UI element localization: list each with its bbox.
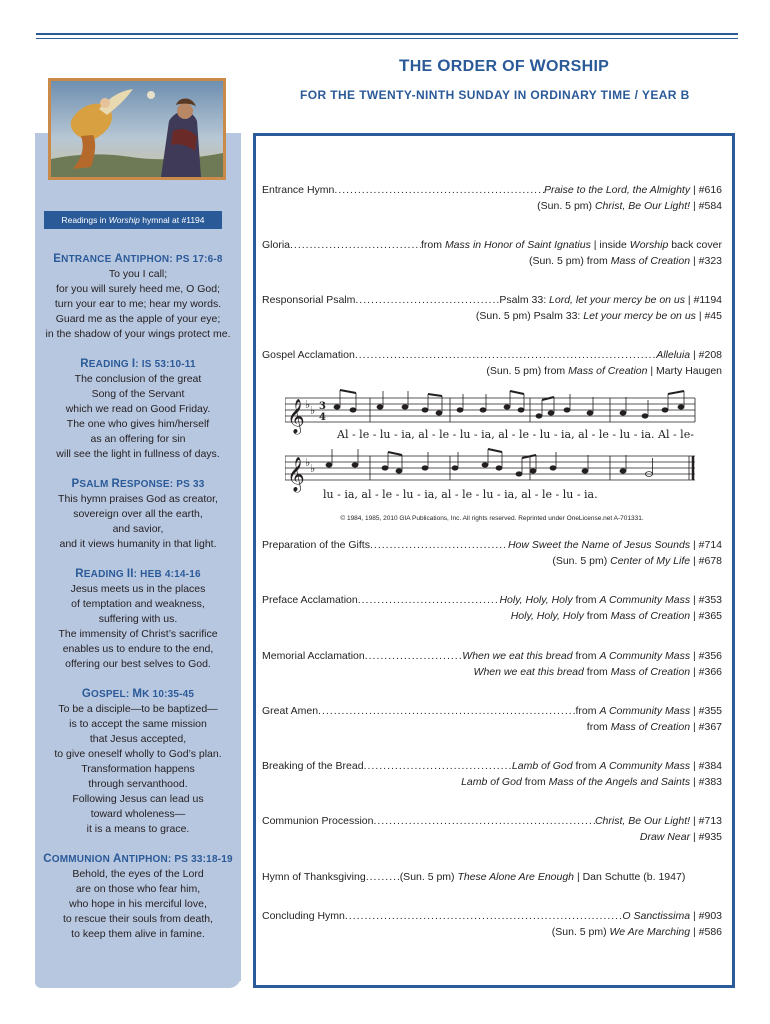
entrance-antiphon-section: [35, 252, 241, 342]
entry-label: Breaking of the Bread: [262, 760, 364, 772]
entry-value: Christ, Be Our Light! | #713: [594, 815, 722, 827]
alleluia-music-notation: [285, 386, 705, 506]
entry-alt: from Mass of Creation | #367: [586, 721, 722, 733]
top-rule: [36, 33, 738, 35]
psalm-response-section: [35, 477, 241, 552]
entry-alt: (Sun. 5 pm) Psalm 33: Let your mercy be on us | #45: [475, 310, 722, 322]
flat-icon: ♭: [310, 404, 316, 417]
section-line: is to accept the same mission: [69, 718, 207, 730]
entry-alt: (Sun. 5 pm) Christ, Be Our Light! | #584: [537, 200, 722, 212]
section-line: as an offering for sin: [90, 433, 186, 445]
concluding-hymn-entry: [262, 908, 722, 940]
page-title-block: [300, 56, 740, 102]
entry-alt: (Sun. 5 pm) from Mass of Creation | #323: [529, 255, 722, 267]
section-heading: READING II: HEB 4:14-16: [75, 568, 201, 580]
section-line: which we read on Good Friday.: [65, 403, 211, 415]
music-system-1: [285, 398, 695, 422]
entry-label: Communion Procession: [262, 815, 374, 827]
section-line: To be a disciple—to be baptized—: [58, 703, 218, 715]
preparation-gifts-entry: [262, 537, 722, 569]
entry-label: Memorial Acclamation: [262, 650, 365, 662]
leader-dots: [355, 347, 656, 363]
treble-clef-icon: 𝄞: [287, 399, 305, 434]
section-line: that Jesus accepted,: [89, 733, 187, 745]
entry-value: Lamb of God from A Community Mass | #384: [511, 760, 722, 772]
entry-label: Preparation of the Gifts: [262, 539, 370, 551]
entry-value: from Mass in Honor of Saint Ignatius | inside Worship back cover: [421, 239, 722, 251]
annunciation-painting: [51, 81, 223, 177]
entry-value: from A Community Mass | #355: [575, 705, 722, 717]
entry-value: How Sweet the Name of Jesus Sounds | #714: [507, 539, 722, 551]
preface-acclamation-entry: [262, 592, 722, 624]
entry-value: Praise to the Lord, the Almighty | #616: [543, 184, 722, 196]
flat-icon: ♭: [305, 456, 311, 469]
section-line: and it views humanity in that light.: [59, 538, 217, 550]
section-line: to keep them alive in famine.: [71, 928, 205, 940]
section-line: in the shadow of your wings protect me.: [45, 328, 231, 340]
svg-text:3: 3: [319, 401, 326, 412]
section-line: of temptation and weakness,: [71, 598, 205, 610]
artwork-image: [48, 78, 226, 180]
great-amen-entry: [262, 703, 722, 735]
section-line: The one who gives him/herself: [66, 418, 210, 430]
entry-label: Great Amen: [262, 705, 319, 717]
leader-dots: [364, 758, 512, 774]
entry-alt: Draw Near | #935: [639, 831, 722, 843]
entry-alt: (Sun. 5 pm) We Are Marching | #586: [551, 926, 722, 938]
readings-badge: Readings in Worship hymnal at #1194: [44, 211, 222, 229]
section-line: sovereign over all the earth,: [73, 508, 203, 520]
entry-alt: (Sun. 5 pm) from Mass of Creation | Marty Haugen: [486, 365, 722, 377]
leader-dots: [290, 237, 421, 253]
section-line: Following Jesus can lead us: [72, 793, 204, 805]
top-rule-thin: [36, 38, 738, 39]
leader-dots: [318, 703, 575, 719]
section-line: and savior,: [112, 523, 164, 535]
flat-icon: ♭: [305, 398, 311, 411]
section-line: will see the light in fullness of days.: [56, 448, 220, 460]
section-line: Guard me as the apple of your eye;: [55, 313, 221, 325]
section-line: to rescue their souls from death,: [63, 913, 213, 925]
entry-label: Gospel Acclamation: [262, 349, 355, 361]
entry-label: Hymn of Thanksgiving: [262, 871, 366, 883]
entry-label: Responsorial Psalm: [262, 294, 356, 306]
leader-dots: [345, 908, 623, 924]
section-line: for you will surely heed me, O God;: [56, 283, 220, 295]
entry-value: Alleluia | #208: [656, 349, 722, 361]
section-line: This hymn praises God as creator,: [58, 493, 218, 505]
section-line: enables us to endure to the end,: [62, 643, 214, 655]
treble-clef-icon: 𝄞: [287, 457, 305, 492]
reading-2-section: [35, 567, 241, 672]
section-line: offering our best selves to God.: [65, 658, 211, 670]
entry-value: When we eat this bread from A Community Mass | #356: [462, 650, 722, 662]
lyrics-line-1: Al - le - lu - ia, al - le - lu - ia, al - le - lu - ia, al - le - lu - ia. Al - le-: [337, 428, 694, 441]
section-heading: PSALM RESPONSE: PS 33: [71, 478, 205, 490]
entry-value: Psalm 33: Lord, let your mercy be on us | #1194: [499, 294, 722, 306]
page-subtitle: FOR THE TWENTY-NINTH SUNDAY IN ORDINARY TIME / YEAR B: [300, 88, 690, 102]
section-line: turn your ear to me; hear my words.: [54, 298, 222, 310]
section-line: The conclusion of the great: [74, 373, 202, 385]
entrance-hymn-entry: [262, 182, 722, 214]
gospel-section: [35, 687, 241, 837]
section-line: To you I call;: [108, 268, 168, 280]
gloria-entry: [262, 237, 722, 269]
section-line: Song of the Servant: [91, 388, 185, 400]
leader-dots: [358, 592, 500, 608]
entry-alt: Lamb of God from Mass of the Angels and Saints | #383: [461, 776, 722, 788]
section-heading: COMMUNION ANTIPHON: PS 33:18-19: [43, 853, 233, 865]
leader-dots: [365, 648, 463, 664]
section-line: Jesus meets us in the places: [70, 583, 206, 595]
section-line: Transformation happens: [81, 763, 195, 775]
entry-label: Preface Acclamation: [262, 594, 358, 606]
entry-alt: Holy, Holy, Holy from Mass of Creation | #365: [510, 610, 722, 622]
leader-dots: [334, 182, 544, 198]
readings-list: [35, 252, 241, 957]
leader-dots: [355, 292, 499, 308]
sidebar-curl: [35, 976, 241, 988]
section-line: it is a means to grace.: [86, 823, 190, 835]
flat-icon: ♭: [310, 462, 316, 475]
reading-1-section: [35, 357, 241, 462]
notes-system-2: [326, 449, 653, 476]
entry-alt: When we eat this bread from Mass of Creation | #366: [473, 666, 722, 678]
section-line: through servanthood.: [88, 778, 188, 790]
entry-alt: (Sun. 5 pm) Center of My Life | #678: [552, 555, 722, 567]
section-line: toward wholeness—: [90, 808, 186, 820]
music-system-2: [285, 456, 695, 480]
section-line: who hope in his merciful love,: [69, 898, 207, 910]
breaking-bread-entry: [262, 758, 722, 790]
copyright-notice: © 1984, 1985, 2010 GIA Publications, Inc. All rights reserved. Reprinted under OneLicense.net A-701331.: [340, 515, 644, 522]
music-staff-svg: [285, 386, 705, 511]
hymn-thanksgiving-entry: [262, 869, 722, 885]
entry-value: Holy, Holy, Holy from A Community Mass | #353: [499, 594, 722, 606]
responsorial-psalm-entry: [262, 292, 722, 324]
section-line: to give oneself wholly to God’s plan.: [54, 748, 222, 760]
entry-label: Entrance Hymn: [262, 184, 335, 196]
leader-dots: [370, 537, 508, 553]
gospel-acclamation-entry: [262, 347, 722, 379]
communion-antiphon-section: [35, 852, 241, 942]
section-heading: ENTRANCE ANTIPHON: PS 17:6-8: [53, 253, 223, 265]
entry-label: Gloria: [262, 239, 291, 251]
entry-value: O Sanctissima | #903: [622, 910, 722, 922]
section-heading: READING I: IS 53:10-11: [80, 358, 196, 370]
section-line: suffering with us.: [98, 613, 178, 625]
section-line: are on those who fear him,: [75, 883, 201, 895]
entry-value: (Sun. 5 pm) These Alone Are Enough | Dan Schutte (b. 1947): [399, 871, 686, 883]
svg-text:4: 4: [319, 412, 326, 423]
memorial-acclamation-entry: [262, 648, 722, 680]
leader-dots: [373, 813, 594, 829]
section-line: Behold, the eyes of the Lord: [72, 868, 204, 880]
section-heading: GOSPEL: MK 10:35-45: [81, 688, 195, 700]
lyrics-line-2: lu - ia, al - le - lu - ia, al - le - lu - ia, al - le - lu - ia.: [323, 488, 598, 501]
section-line: The immensity of Christ’s sacrifice: [58, 628, 218, 640]
leader-dots: [366, 869, 400, 885]
communion-procession-entry: [262, 813, 722, 845]
entry-label: Concluding Hymn: [262, 910, 345, 922]
page-title: THE ORDER OF WORSHIP: [399, 56, 610, 75]
